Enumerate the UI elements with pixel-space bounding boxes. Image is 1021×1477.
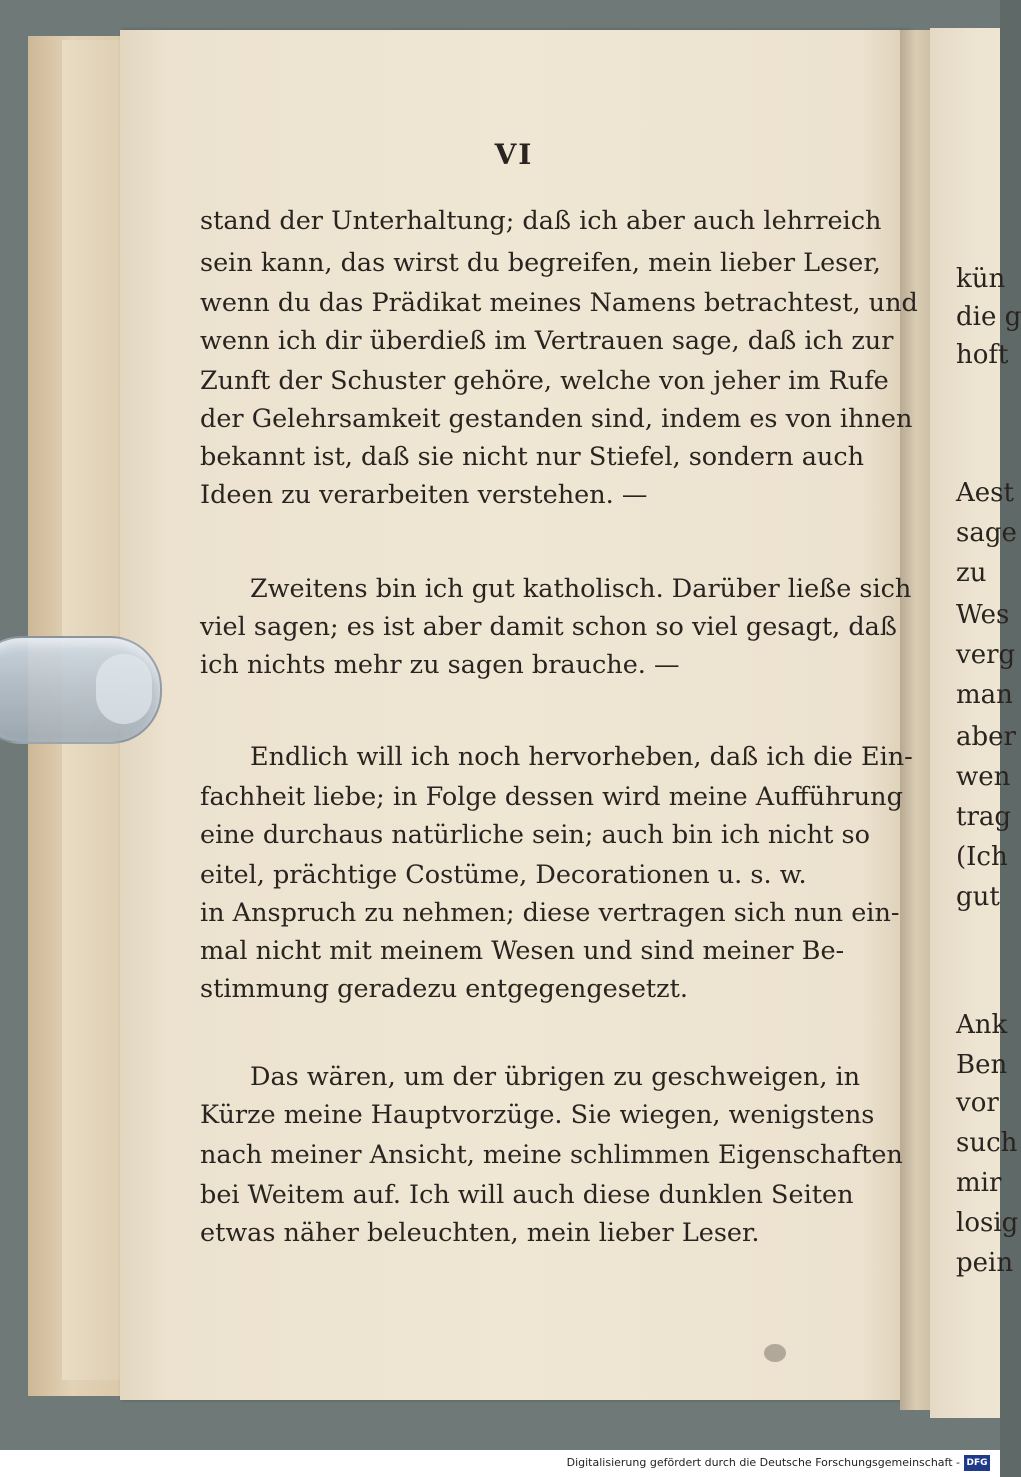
text-line: viel sagen; es ist aber damit schon so viel gesagt, daß [200,612,897,642]
text-line: Zunft der Schuster gehöre, welche von jeher im Rufe [200,366,889,396]
text-line: eitel, prächtige Costüme, Decorationen u. s. w. [200,860,807,890]
facing-page-fragment: such [956,1128,1018,1158]
facing-page-fragment: losig [956,1208,1019,1238]
page-number: VI [494,138,534,171]
facing-page-fragment: (Ich [956,842,1008,872]
facing-page-fragment: hoft [956,340,1009,370]
text-line: Zweitens bin ich gut katholisch. Darüber ließe sich [250,574,912,604]
text-line: in Anspruch zu nehmen; diese vertragen sich nun ein- [200,898,900,928]
text-line: Das wären, um der übrigen zu geschweigen, in [250,1062,861,1092]
library-stamp-mark [764,1344,786,1362]
text-line: etwas näher beleuchten, mein lieber Leser. [200,1218,760,1248]
text-line: Endlich will ich noch hervorheben, daß ich die Ein- [250,742,913,772]
facing-page-fragment: Aest [956,478,1014,508]
text-line: nach meiner Ansicht, meine schlimmen Eigenschaften [200,1140,903,1170]
facing-page-fragment: aber [956,722,1016,752]
facing-page-fragment: Ank [956,1010,1008,1040]
dfg-logo: DFG [964,1455,990,1471]
facing-page-fragment: zu [956,558,987,588]
facing-page-fragment: Wes [956,600,1010,630]
footer-credit: Digitalisierung gefördert durch die Deutsche Forschungsgemeinschaft - [566,1456,960,1469]
facing-page-fragment: mir [956,1168,1002,1198]
facing-page-fragment: wen [956,762,1011,792]
text-line: fachheit liebe; in Folge dessen wird meine Aufführung [200,782,903,812]
facing-page-fragment: sage [956,518,1017,548]
text-line: der Gelehrsamkeit gestanden sind, indem es von ihnen [200,404,913,434]
facing-page-fragment: gut [956,882,1000,912]
text-line: wenn ich dir überdieß im Vertrauen sage, daß ich zur [200,326,894,356]
text-line: bei Weitem auf. Ich will auch diese dunklen Seiten [200,1180,854,1210]
facing-page-fragment: Ben [956,1050,1008,1080]
text-line: bekannt ist, daß sie nicht nur Stiefel, sondern auch [200,442,865,472]
text-line: ich nichts mehr zu sagen brauche. — [200,650,680,680]
text-line: wenn du das Prädikat meines Namens betrachtest, und [200,288,918,318]
facing-page-fragment: vor [956,1088,999,1118]
facing-page-fragment: die g [956,302,1021,332]
text-line: Ideen zu verarbeiten verstehen. — [200,480,648,510]
text-line: stimmung geradezu entgegengesetzt. [200,974,688,1004]
facing-page-fragment: pein [956,1248,1014,1278]
facing-page-fragment: trag [956,802,1012,832]
facing-page-fragment: kün [956,264,1006,294]
facing-page-fragment: verg [956,640,1016,670]
text-line: stand der Unterhaltung; daß ich aber auch lehrreich [200,206,882,236]
facing-page [930,28,1021,1418]
text-line: sein kann, das wirst du begreifen, mein lieber Leser, [200,248,881,278]
page-clamp-highlight [96,654,152,724]
text-line: Kürze meine Hauptvorzüge. Sie wiegen, wenigstens [200,1100,875,1130]
facing-page-fragment: man [956,680,1013,710]
text-line: mal nicht mit meinem Wesen und sind meiner Be- [200,936,845,966]
text-line: eine durchaus natürliche sein; auch bin ich nicht so [200,820,870,850]
